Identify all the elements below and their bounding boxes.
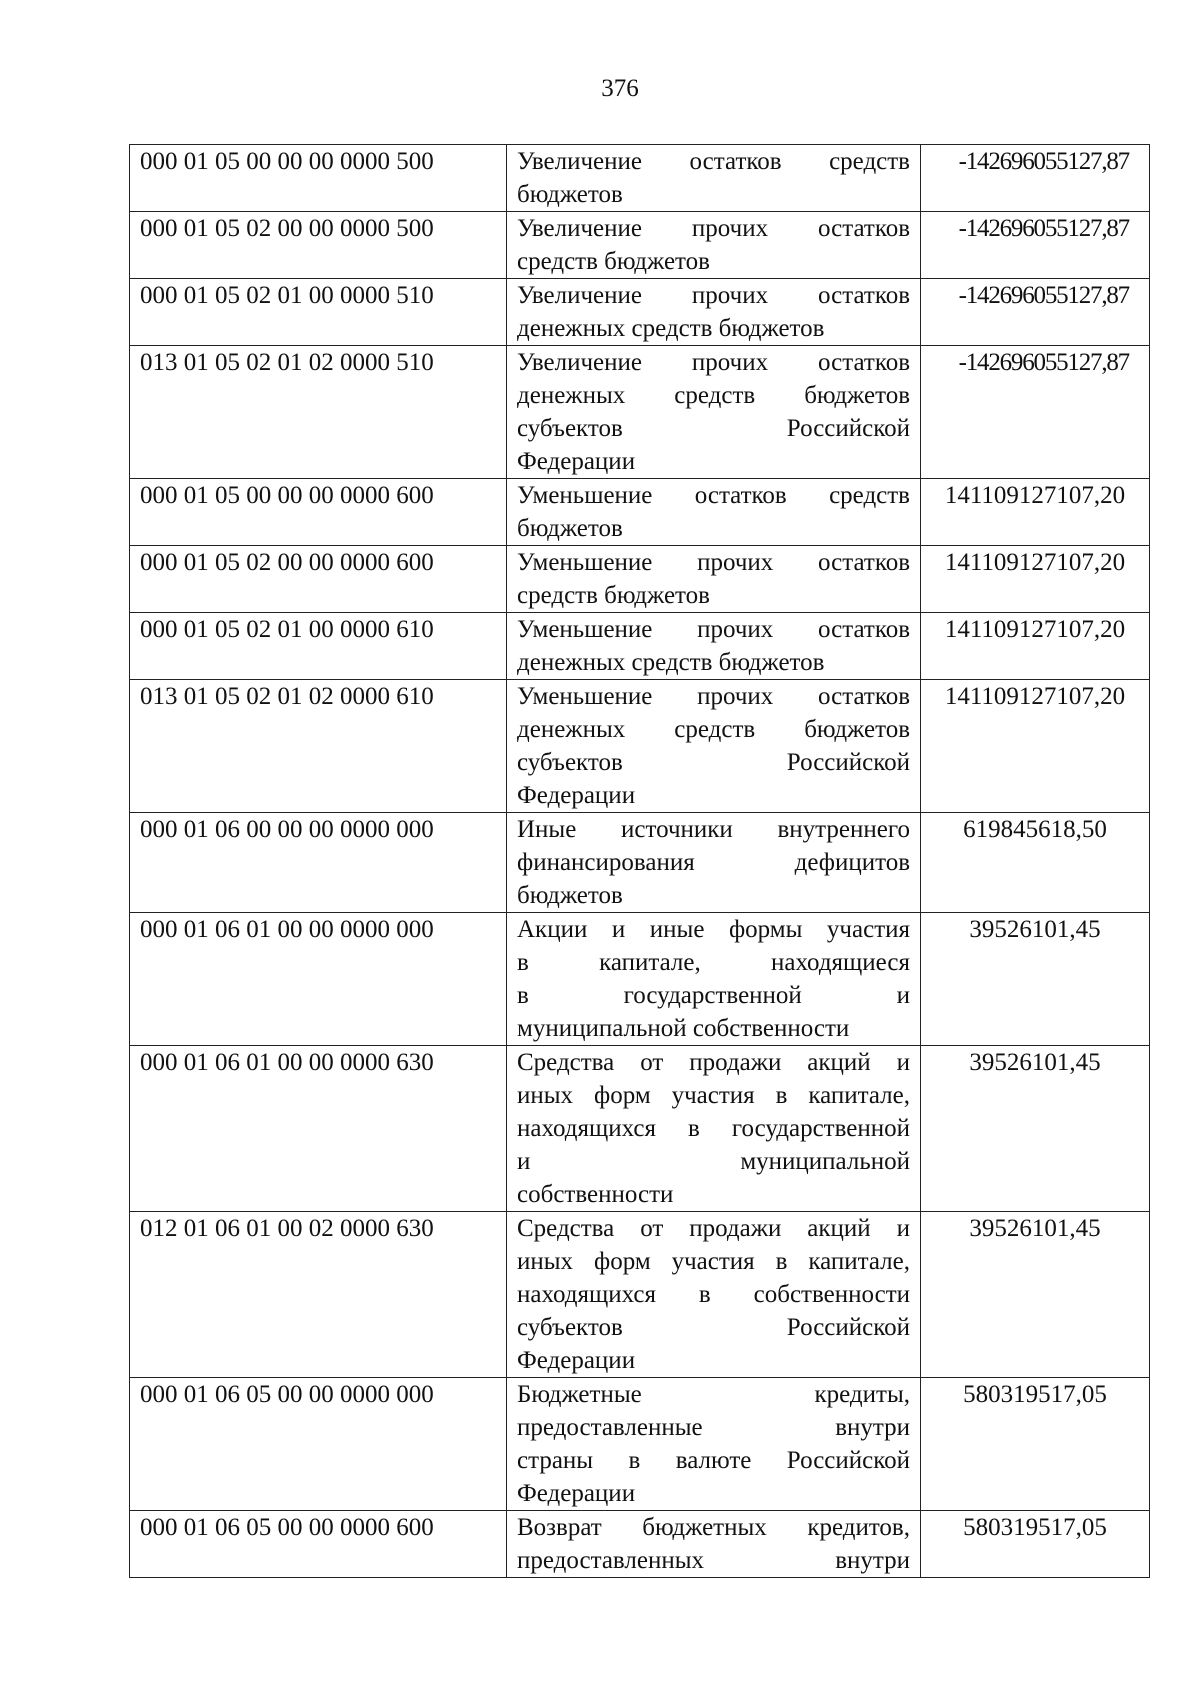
source-name-line: средств бюджетов — [517, 248, 710, 275]
source-name-cell — [507, 212, 921, 279]
table-row — [130, 279, 1150, 346]
budget-code-cell: 000 01 05 02 00 00 0000 600 — [130, 546, 507, 613]
amount-cell: 141109127107,20 — [921, 680, 1150, 813]
amount-cell: 141109127107,20 — [921, 479, 1150, 546]
source-name-line: бюджетов — [517, 882, 623, 909]
budget-code-cell: 012 01 06 01 00 02 0000 630 — [130, 1212, 507, 1378]
source-name-line: в капитале, находящиеся — [517, 949, 910, 976]
source-name-line: Средства от продажи акций и — [517, 1049, 910, 1076]
source-name-line: Федерации — [517, 782, 636, 809]
source-name-line: Увеличение прочих остатков — [517, 349, 910, 376]
amount-cell: 39526101,45 — [921, 1046, 1150, 1212]
source-name-line: находящихся в собственности — [517, 1281, 910, 1308]
source-name-line: Федерации — [517, 448, 636, 475]
budget-code-cell: 000 01 06 00 00 00 0000 000 — [130, 813, 507, 913]
table-row — [130, 346, 1150, 479]
source-name-line: и муниципальной — [517, 1148, 910, 1175]
source-name-cell — [507, 813, 921, 913]
source-name-cell — [507, 1212, 921, 1378]
source-name-cell — [507, 613, 921, 680]
amount-cell: -142696055127,87 — [921, 145, 1150, 212]
source-name-line: Бюджетные кредиты, — [517, 1381, 910, 1408]
budget-code-cell: 000 01 06 05 00 00 0000 600 — [130, 1511, 507, 1578]
amount-cell: -142696055127,87 — [921, 212, 1150, 279]
table-row — [130, 479, 1150, 546]
table-row — [130, 1212, 1150, 1378]
source-name-cell — [507, 1046, 921, 1212]
table-row — [130, 613, 1150, 680]
amount-cell: -142696055127,87 — [921, 346, 1150, 479]
source-name-line: Уменьшение остатков средств — [517, 482, 910, 509]
source-name-line: денежных средств бюджетов — [517, 382, 910, 409]
source-name-line: Уменьшение прочих остатков — [517, 616, 910, 643]
source-name-line: муниципальной собственности — [517, 1015, 850, 1042]
source-name-cell — [507, 279, 921, 346]
source-name-line: финансирования дефицитов — [517, 849, 910, 876]
amount-cell: 580319517,05 — [921, 1378, 1150, 1511]
source-name-cell — [507, 346, 921, 479]
budget-sources-table — [129, 144, 1150, 1578]
table-row — [130, 546, 1150, 613]
source-name-line: средств бюджетов — [517, 582, 710, 609]
source-name-line: Увеличение остатков средств — [517, 148, 910, 175]
amount-cell: -142696055127,87 — [921, 279, 1150, 346]
source-name-line: собственности — [517, 1181, 674, 1208]
table-row — [130, 1378, 1150, 1511]
source-name-line: Уменьшение прочих остатков — [517, 549, 910, 576]
source-name-line: иных форм участия в капитале, — [517, 1248, 910, 1275]
source-name-line: находящихся в государственной — [517, 1115, 910, 1142]
source-name-line: Средства от продажи акций и — [517, 1215, 910, 1242]
table-row — [130, 813, 1150, 913]
budget-code-cell: 000 01 06 05 00 00 0000 000 — [130, 1378, 507, 1511]
source-name-line: Возврат бюджетных кредитов, — [517, 1514, 910, 1541]
table-body — [130, 145, 1150, 1578]
source-name-line: страны в валюте Российской — [517, 1447, 910, 1474]
source-name-line: бюджетов — [517, 181, 623, 208]
table-row — [130, 1046, 1150, 1212]
budget-code-cell: 000 01 06 01 00 00 0000 630 — [130, 1046, 507, 1212]
source-name-cell — [507, 145, 921, 212]
source-name-line: предоставленные внутри — [517, 1414, 910, 1441]
source-name-line: денежных средств бюджетов — [517, 315, 825, 342]
source-name-line: субъектов Российской — [517, 415, 910, 442]
source-name-line: Федерации — [517, 1480, 636, 1507]
source-name-cell — [507, 1378, 921, 1511]
table-row — [130, 913, 1150, 1046]
budget-code-cell: 013 01 05 02 01 02 0000 510 — [130, 346, 507, 479]
source-name-line: бюджетов — [517, 515, 623, 542]
source-name-line: Федерации — [517, 1347, 636, 1374]
source-name-line: предоставленных внутри — [517, 1547, 910, 1574]
source-name-line: субъектов Российской — [517, 749, 910, 776]
budget-code-cell: 000 01 05 02 00 00 0000 500 — [130, 212, 507, 279]
source-name-line: Иные источники внутреннего — [517, 816, 910, 843]
source-name-cell — [507, 546, 921, 613]
source-name-cell — [507, 479, 921, 546]
amount-cell: 619845618,50 — [921, 813, 1150, 913]
source-name-line: в государственной и — [517, 982, 910, 1009]
amount-cell: 39526101,45 — [921, 1212, 1150, 1378]
source-name-line: Акции и иные формы участия — [517, 916, 910, 943]
source-name-line: иных форм участия в капитале, — [517, 1082, 910, 1109]
source-name-line: денежных средств бюджетов — [517, 649, 825, 676]
table-row — [130, 145, 1150, 212]
budget-code-cell: 000 01 05 02 01 00 0000 510 — [130, 279, 507, 346]
amount-cell: 141109127107,20 — [921, 613, 1150, 680]
source-name-cell — [507, 1511, 921, 1578]
source-name-line: Увеличение прочих остатков — [517, 215, 910, 242]
budget-code-cell: 013 01 05 02 01 02 0000 610 — [130, 680, 507, 813]
source-name-line: Уменьшение прочих остатков — [517, 683, 910, 710]
table-row — [130, 1511, 1150, 1578]
budget-code-cell: 000 01 06 01 00 00 0000 000 — [130, 913, 507, 1046]
amount-cell: 580319517,05 — [921, 1511, 1150, 1578]
source-name-cell — [507, 913, 921, 1046]
budget-code-cell: 000 01 05 00 00 00 0000 600 — [130, 479, 507, 546]
table-row — [130, 212, 1150, 279]
source-name-line: денежных средств бюджетов — [517, 716, 910, 743]
amount-cell: 141109127107,20 — [921, 546, 1150, 613]
source-name-line: Увеличение прочих остатков — [517, 282, 910, 309]
source-name-line: субъектов Российской — [517, 1314, 910, 1341]
budget-code-cell: 000 01 05 02 01 00 0000 610 — [130, 613, 507, 680]
amount-cell: 39526101,45 — [921, 913, 1150, 1046]
source-name-cell — [507, 680, 921, 813]
table-row — [130, 680, 1150, 813]
page-number: 376 — [601, 75, 639, 102]
budget-code-cell: 000 01 05 00 00 00 0000 500 — [130, 145, 507, 212]
